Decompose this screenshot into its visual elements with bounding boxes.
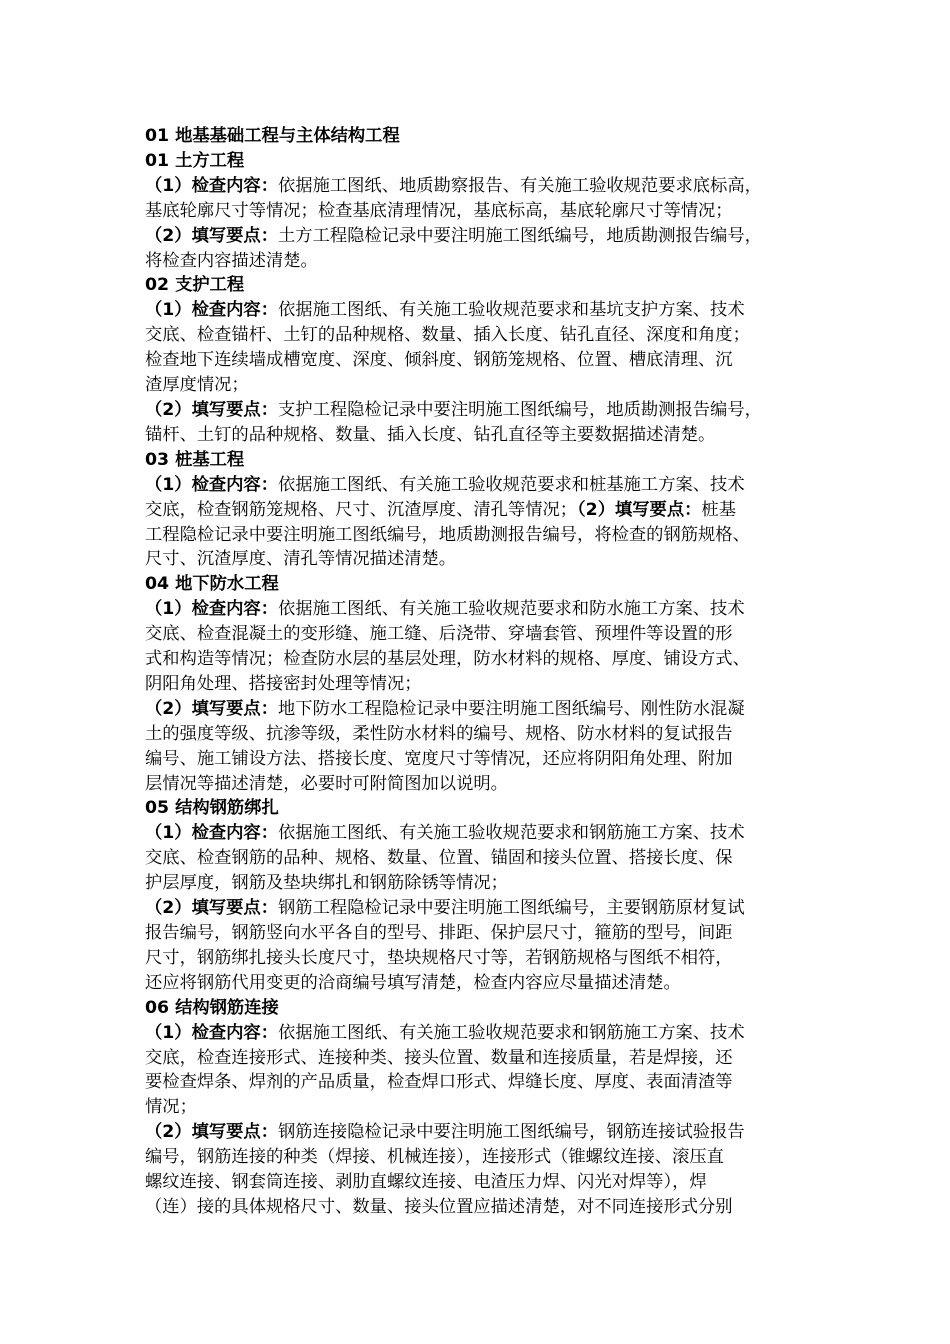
paragraph-line [145,896,813,921]
item-text: 式和构造等情况；检查防水层的基层处理，防水材料的规格、厚度、铺设方式、 [145,649,750,670]
paragraph-line [145,722,813,747]
item-text: 依据施工图纸、有关施工验收规范要求和钢筋施工方案、技术 [278,1022,745,1043]
item-text: 报告编号，钢筋竖向水平各自的型号、排距、保护层尺寸，箍筋的型号，间距 [145,923,733,943]
item-text: 支护工程隐检记录中要注明施工图纸编号，地质勘测报告编号， [278,399,762,420]
item-text: 交底、检查钢筋的品种、规格、数量、位置、锚固和接头位置、搭接长度、保 [145,848,733,869]
item-text: 层情况等描述清楚，必要时可附简图加以说明。 [145,773,508,794]
paragraph-line [145,373,813,398]
item-label: （1）检查内容： [145,823,278,844]
item-text: 还应将钢筋代用变更的洽商编号填写清楚，检查内容应尽量描述清楚。 [145,972,681,993]
item-text: 阴阳角处理、搭接密封处理等情况； [145,673,422,694]
item-text: 钢筋连接隐检记录中要注明施工图纸编号，钢筋连接试验报告 [278,1122,745,1143]
paragraph-line [145,547,813,572]
paragraph-line [145,821,813,846]
item-text: 地下防水工程隐检记录中要注明施工图纸编号、刚性防水混凝 [278,698,745,719]
paragraph-line [145,1120,813,1145]
item-label: （1）检查内容： [145,1022,278,1043]
paragraph-line [145,946,813,971]
paragraph-line [145,971,813,996]
item-text: 依据施工图纸、地质勘察报告、有关施工验收规范要求底标高， [278,175,762,196]
paragraph-line [145,1070,813,1095]
document-body [145,124,813,1220]
item-text: 交底、检查混凝土的变形缝、施工缝、后浇带、穿墙套管、预埋件等设置的形 [145,624,733,645]
section-heading: 05 结构钢筋绑扎 [145,798,279,819]
item-text: 编号、施工铺设方法、搭接长度、宽度尺寸等情况，还应将阴阳角处理、附加 [145,748,733,769]
paragraph-line [145,174,813,199]
item-text: 土的强度等级、抗渗等级，柔性防水材料的编号、规格、防水材料的复试报告 [145,723,733,744]
paragraph-line [145,1095,813,1120]
document-title: 01 地基基础工程与主体结构工程 [145,126,400,146]
item-text: 情况； [145,1097,197,1118]
item-text: 护层厚度，钢筋及垫块绑扎和钢筋除锈等情况； [145,873,508,894]
paragraph-line [145,921,813,946]
item-text: 土方工程隐检记录中要注明施工图纸编号，地质勘测报告编号， [278,225,762,246]
section-heading: 03 桩基工程 [145,449,245,470]
item-text: 螺纹连接、钢套筒连接、剥肋直螺纹连接、电渣压力焊、闪光对焊等），焊 [145,1172,707,1193]
item-text: 依据施工图纸、有关施工验收规范要求和钢筋施工方案、技术 [278,823,745,844]
item-text: 将检查内容描述清楚。 [145,250,318,271]
paragraph-line [145,498,813,523]
item-text: 尺寸，钢筋绑扎接头长度尺寸，垫块规格尺寸等，若钢筋规格与图纸不相符， [145,947,733,968]
item-text: 交底、检查锚杆、土钉的品种规格、数量、插入长度、钻孔直径、深度和角度； [145,325,750,346]
paragraph-line [145,249,813,274]
paragraph-line [145,597,813,622]
item-label: （1）检查内容： [145,300,278,321]
item-label: （1）检查内容： [145,474,278,495]
paragraph-line [145,1170,813,1195]
paragraph-line [145,1195,813,1220]
paragraph-line [145,523,813,548]
item-text: 编号，钢筋连接的种类（焊接、机械连接），连接形式（锥螺纹连接、滚压直 [145,1147,724,1168]
item-text: 交底，检查钢筋笼规格、尺寸、沉渣厚度、清孔等情况； [145,499,578,520]
paragraph-line [145,846,813,871]
section-heading: 06 结构钢筋连接 [145,997,279,1018]
item-text: 桩基 [701,499,736,520]
item-text: 工程隐检记录中要注明施工图纸编号，地质勘测报告编号，将检查的钢筋规格、 [145,524,750,545]
paragraph-line [145,1145,813,1170]
paragraph-line [145,423,813,448]
paragraph-line [145,298,813,323]
item-text: 交底，检查连接形式、连接种类、接头位置、数量和连接质量，若是焊接，还 [145,1047,733,1068]
section-heading: 04 地下防水工程 [145,574,279,595]
paragraph-line [145,871,813,896]
item-label: （2）填写要点： [145,698,278,719]
paragraph-line [145,323,813,348]
paragraph-line [145,1021,813,1046]
item-label: （2）填写要点： [145,898,278,919]
item-label: （1）检查内容： [145,599,278,620]
paragraph-line [145,672,813,697]
item-label: （2）填写要点： [145,399,278,420]
section-heading: 01 土方工程 [145,150,245,171]
item-text: 渣厚度情况； [145,375,249,396]
section-heading: 02 支护工程 [145,275,245,296]
paragraph-line [145,647,813,672]
item-text: 锚杆、土钉的品种规格、数量、插入长度、钻孔直径等主要数据描述清楚。 [145,424,716,445]
paragraph-line [145,398,813,423]
paragraph-line [145,772,813,797]
item-label: （1）检查内容： [145,175,278,196]
item-label: （2）填写要点： [145,1122,278,1143]
item-text: 钢筋工程隐检记录中要注明施工图纸编号，主要钢筋原材复试 [278,898,745,919]
item-text: 尺寸、沉渣厚度、清孔等情况描述清楚。 [145,549,457,570]
paragraph-line [145,348,813,373]
paragraph-line [145,224,813,249]
item-text: 依据施工图纸、有关施工验收规范要求和防水施工方案、技术 [278,599,745,620]
paragraph-line [145,1046,813,1071]
item-text: 依据施工图纸、有关施工验收规范要求和桩基施工方案、技术 [278,474,745,495]
item-text: 检查地下连续墙成槽宽度、深度、倾斜度、钢筋笼规格、位置、槽底清理、沉 [145,350,733,371]
item-label: （2）填写要点： [577,499,702,520]
item-label: （2）填写要点： [145,225,278,246]
paragraph-line [145,199,813,224]
item-text: 基底轮廓尺寸等情况；检查基底清理情况，基底标高，基底轮廓尺寸等情况； [145,200,733,221]
paragraph-line [145,622,813,647]
paragraph-line [145,473,813,498]
item-text: （连）接的具体规格尺寸、数量、接头位置应描述清楚，对不同连接形式分别 [145,1196,733,1217]
paragraph-line [145,747,813,772]
item-text: 依据施工图纸、有关施工验收规范要求和基坑支护方案、技术 [278,300,745,321]
item-text: 要检查焊条、焊剂的产品质量，检查焊口形式、焊缝长度、厚度、表面清渣等 [145,1072,733,1093]
paragraph-line [145,697,813,722]
